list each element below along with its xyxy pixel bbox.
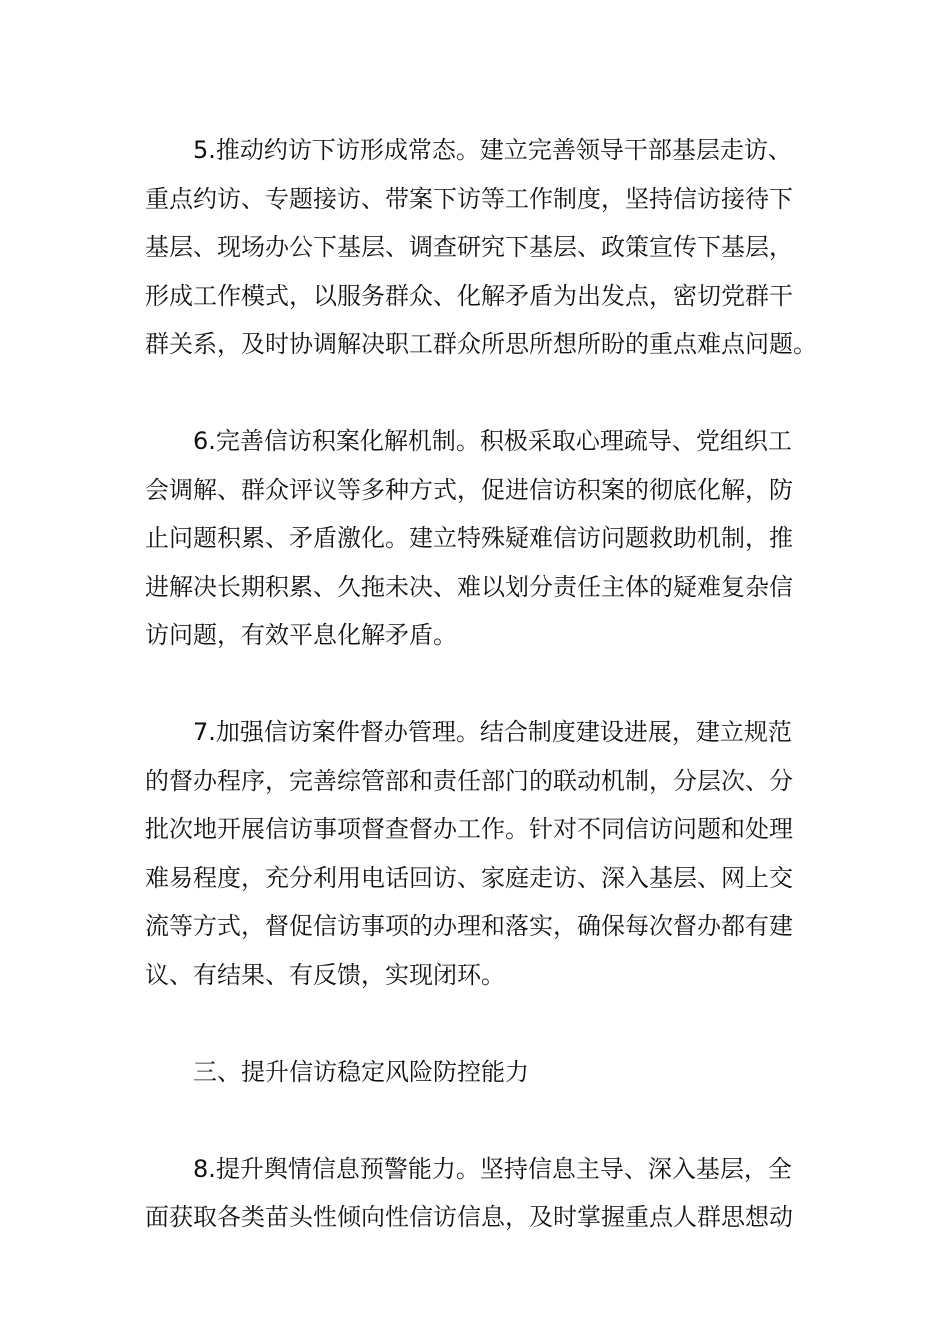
paragraph-line: 止问题积累、矛盾激化。建立特殊疑难信访问题救助机制，推 [145,524,793,552]
paragraph-8 [145,1145,810,1242]
paragraph-line: 议、有结果、有反馈，实现闭环。 [145,960,505,989]
paragraph-line: 会调解、群众评议等多种方式，促进信访积案的彻底化解，防 [145,475,793,504]
paragraph-line: 8.提升舆情信息预警能力。坚持信息主导、深入基层，全 [193,1154,792,1183]
paragraph-line: 6.完善信访积案化解机制。积极采取心理疏导、党组织工 [193,427,792,455]
paragraph-line: 访问题，有效平息化解矛盾。 [145,621,457,649]
paragraph-line: 重点约访、专题接访、带案下访等工作制度，坚持信访接待下 [145,184,793,213]
section-heading [145,1048,810,1097]
paragraph-line: 面获取各类苗头性倾向性信访信息，及时掌握重点人群思想动 [145,1203,793,1231]
paragraph-line: 进解决长期积累、久拖未决、难以划分责任主体的疑难复杂信 [145,572,793,601]
paragraph-spacer [145,660,810,709]
paragraph-spacer [145,369,810,418]
paragraph-line: 形成工作模式，以服务群众、化解矛盾为出发点，密切党群干 [145,281,793,310]
paragraph-spacer [145,1096,810,1145]
paragraph-line: 5.推动约访下访形成常态。建立完善领导干部基层走访、 [193,136,792,164]
paragraph-5 [145,126,817,369]
section-heading-text: 三、提升信访稳定风险防控能力 [193,1057,529,1086]
paragraph-line: 7.加强信访案件督办管理。结合制度建设进展，建立规范 [193,718,792,746]
paragraph-line: 的督办程序，完善综管部和责任部门的联动机制，分层次、分 [145,766,793,795]
paragraph-line: 难易程度，充分利用电话回访、家庭走访、深入基层、网上交 [145,863,793,892]
paragraph-7 [145,708,810,999]
paragraph-line: 群关系，及时协调解决职工群众所思所想所盼的重点难点问题。 [145,330,817,358]
paragraph-spacer [145,999,810,1048]
paragraph-line: 流等方式，督促信访事项的办理和落实，确保每次督办都有建 [145,912,793,940]
paragraph-line: 批次地开展信访事项督查督办工作。针对不同信访问题和处理 [145,815,793,843]
document-body [145,126,817,1242]
paragraph-6 [145,417,810,660]
paragraph-line: 基层、现场办公下基层、调查研究下基层、政策宣传下基层， [145,233,793,261]
